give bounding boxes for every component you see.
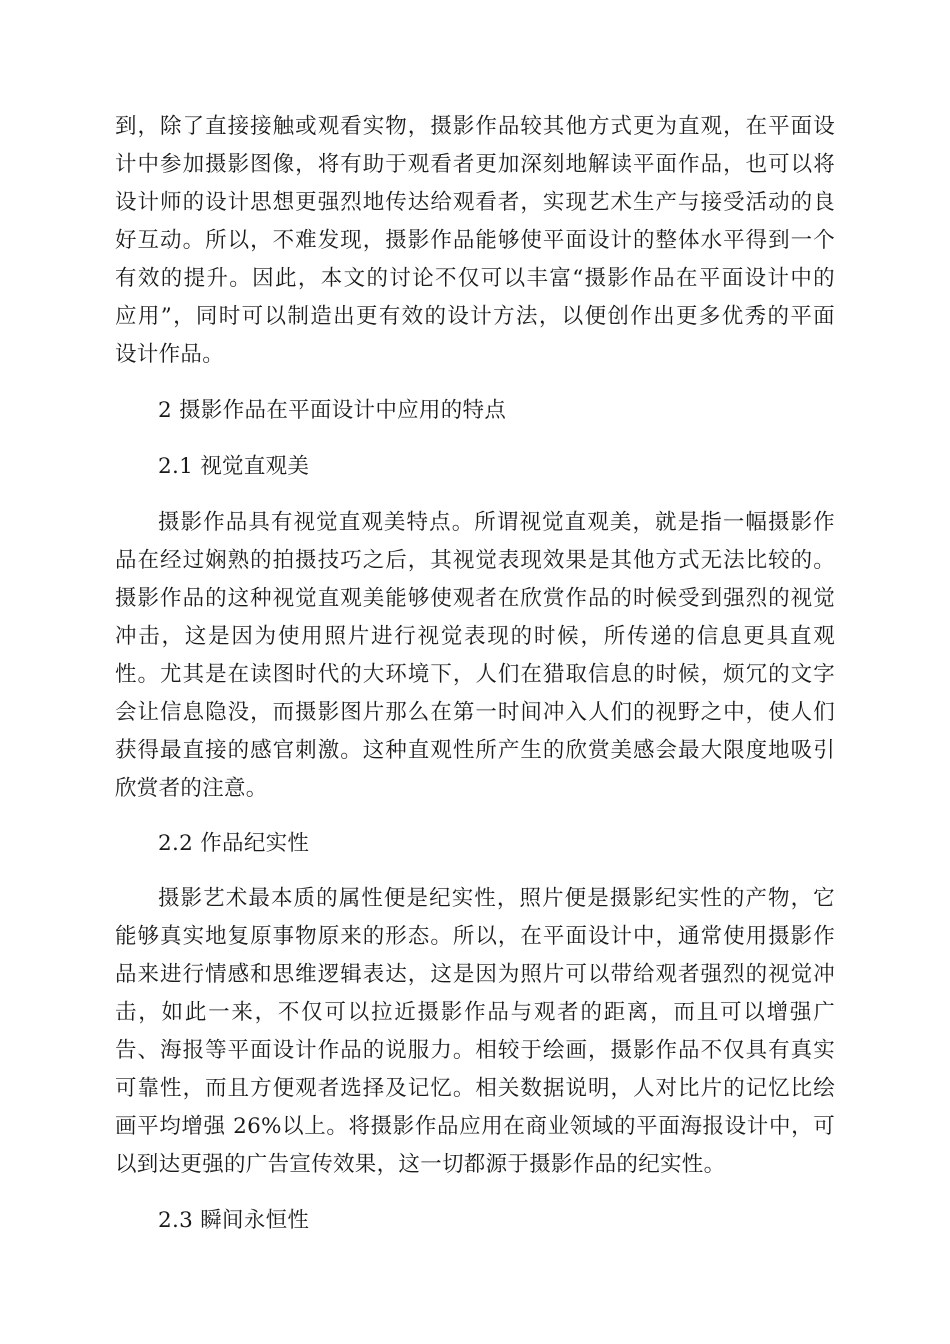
paragraph-line: 到，除了直接接触或观看实物，摄影作品较其他方式更为直观，在平面设: [115, 114, 835, 139]
paragraph-line: 获得最直接的感官刺激。这种直观性所产生的欣赏美感会最大限度地吸引: [115, 738, 835, 763]
paragraph-line: 可靠性，而且方便观者选择及记忆。相关数据说明，人对比片的记忆比绘: [115, 1076, 835, 1101]
paragraph-line: 能够真实地复原事物原来的形态。所以，在平面设计中，通常使用摄影作: [115, 924, 835, 949]
paragraph-line: 品来进行情感和思维逻辑表达，这是因为照片可以带给观者强烈的视觉冲: [115, 962, 835, 987]
paragraph-line: 有效的提升。因此，本文的讨论不仅可以丰富“摄影作品在平面设计中的: [115, 266, 835, 291]
paragraph-line: 击，如此一来，不仅可以拉近摄影作品与观者的距离，而且可以增强广: [115, 1000, 835, 1025]
paragraph-line: 摄影艺术最本质的属性便是纪实性，照片便是摄影纪实性的产物，它: [158, 886, 835, 911]
paragraph-line: 告、海报等平面设计作品的说服力。相较于绘画，摄影作品不仅具有真实: [115, 1038, 835, 1063]
paragraph-line: 设计师的设计思想更强烈地传达给观看者，实现艺术生产与接受活动的良: [115, 190, 835, 215]
subsection-heading: 2.3 瞬间永恒性: [158, 1208, 310, 1233]
subsection-heading: 2.1 视觉直观美: [158, 454, 310, 479]
paragraph-line: 摄影作品的这种视觉直观美能够使观者在欣赏作品的时候受到强烈的视觉: [115, 586, 835, 611]
paragraph-line: 应用”，同时可以制造出更有效的设计方法，以便创作出更多优秀的平面: [115, 304, 835, 329]
paragraph-line: 品在经过娴熟的拍摄技巧之后，其视觉表现效果是其他方式无法比较的。: [115, 548, 835, 573]
paragraph-line: 摄影作品具有视觉直观美特点。所谓视觉直观美，就是指一幅摄影作: [158, 510, 835, 535]
paragraph-line: 好互动。所以，不难发现，摄影作品能够使平面设计的整体水平得到一个: [115, 228, 835, 253]
paragraph-line: 计中参加摄影图像，将有助于观看者更加深刻地解读平面作品，也可以将: [115, 152, 835, 177]
paragraph-line: 冲击，这是因为使用照片进行视觉表现的时候，所传递的信息更具直观: [115, 624, 835, 649]
section-heading: 2 摄影作品在平面设计中应用的特点: [158, 398, 507, 423]
paragraph-line: 设计作品。: [115, 342, 225, 367]
paragraph-line: 以到达更强的广告宣传效果，这一切都源于摄影作品的纪实性。: [115, 1152, 726, 1177]
paragraph-line: 画平均增强 26%以上。将摄影作品应用在商业领域的平面海报设计中，可: [115, 1114, 835, 1139]
paragraph-line: 欣赏者的注意。: [115, 776, 268, 801]
paragraph-line: 性。尤其是在读图时代的大环境下，人们在猎取信息的时候，烦冗的文字: [115, 662, 835, 687]
paragraph-line: 会让信息隐没，而摄影图片那么在第一时间冲入人们的视野之中，使人们: [115, 700, 835, 725]
subsection-heading: 2.2 作品纪实性: [158, 831, 310, 856]
